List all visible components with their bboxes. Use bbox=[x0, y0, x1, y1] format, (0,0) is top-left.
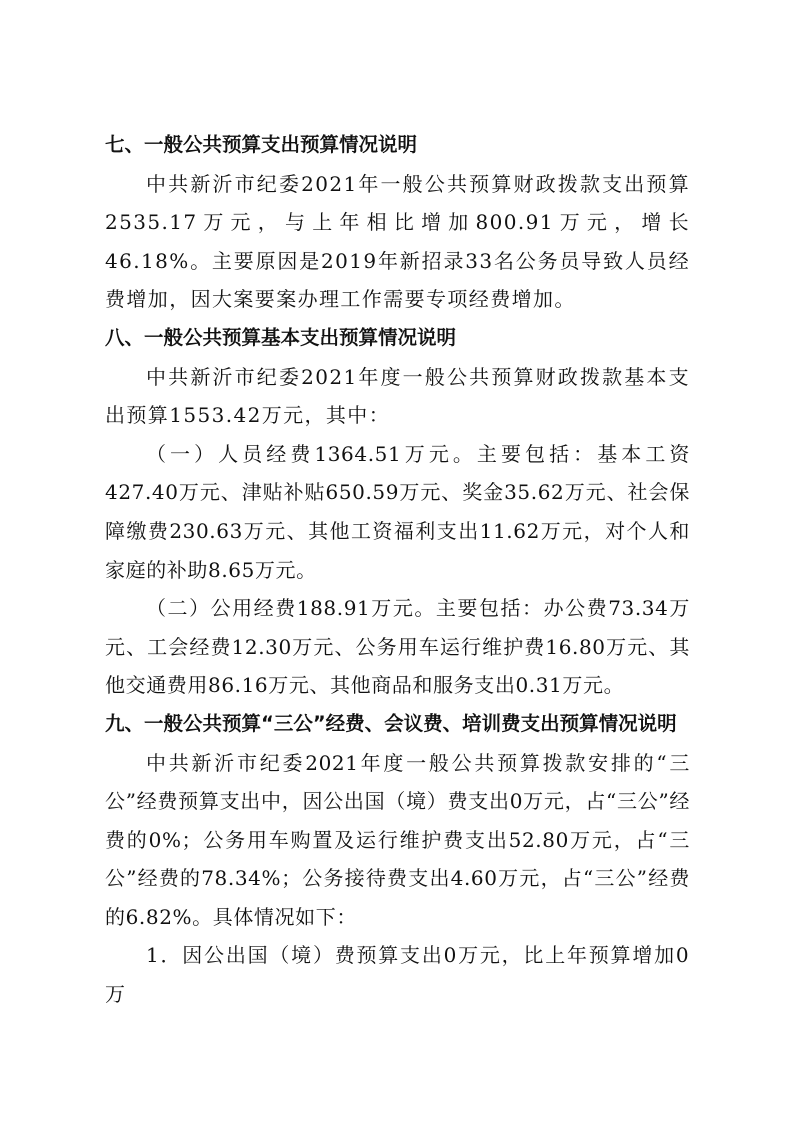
paragraph-basic-expenditure: 中共新沂市纪委2021年度一般公共预算财政拨款基本支出预算1553.42万元，其中： bbox=[105, 364, 690, 428]
paragraph-public-expenses: （二）公用经费188.91万元。主要包括：办公费73.34万元、工会经费12.30万元、公务用车运行维护费16.80万元、其他交通费用86.16万元、其他商品和服务支出0.31万元。 bbox=[105, 596, 690, 698]
paragraph-overseas-expenses: 1．因公出国（境）费预算支出0万元，比上年预算增加0万 bbox=[105, 943, 690, 1007]
paragraph-budget-overview: 中共新沂市纪委2021年一般公共预算财政拨款支出预算2535.17万元，与上年相比增加800.91万元，增长46.18%。主要原因是2019年新招录33名公务员导致人员经费增加，因大案要案办理工作需要专项经费增加。 bbox=[105, 171, 690, 312]
document-page bbox=[105, 126, 690, 1014]
paragraph-three-public-expenses: 中共新沂市纪委2021年度一般公共预算拨款安排的“三公”经费预算支出中，因公出国（境）费支出0万元，占“三公”经费的0%；公务用车购置及运行维护费支出52.80万元，占“三公”经费的78.34%；公务接待费支出4.60万元，占“三公”经费的6.82%。具体情况如下： bbox=[105, 750, 690, 929]
section-heading-8: 八、一般公共预算基本支出预算情况说明 bbox=[105, 325, 457, 349]
paragraph-personnel-expenses: （一）人员经费1364.51万元。主要包括：基本工资427.40万元、津贴补贴650.59万元、奖金35.62万元、社会保障缴费230.63万元、其他工资福利支出11.62万元，对个人和家庭的补助8.65万元。 bbox=[105, 441, 690, 582]
section-heading-7: 七、一般公共预算支出预算情况说明 bbox=[105, 133, 418, 156]
section-heading-9: 九、一般公共预算“三公”经费、会议费、培训费支出预算情况说明 bbox=[105, 711, 677, 735]
